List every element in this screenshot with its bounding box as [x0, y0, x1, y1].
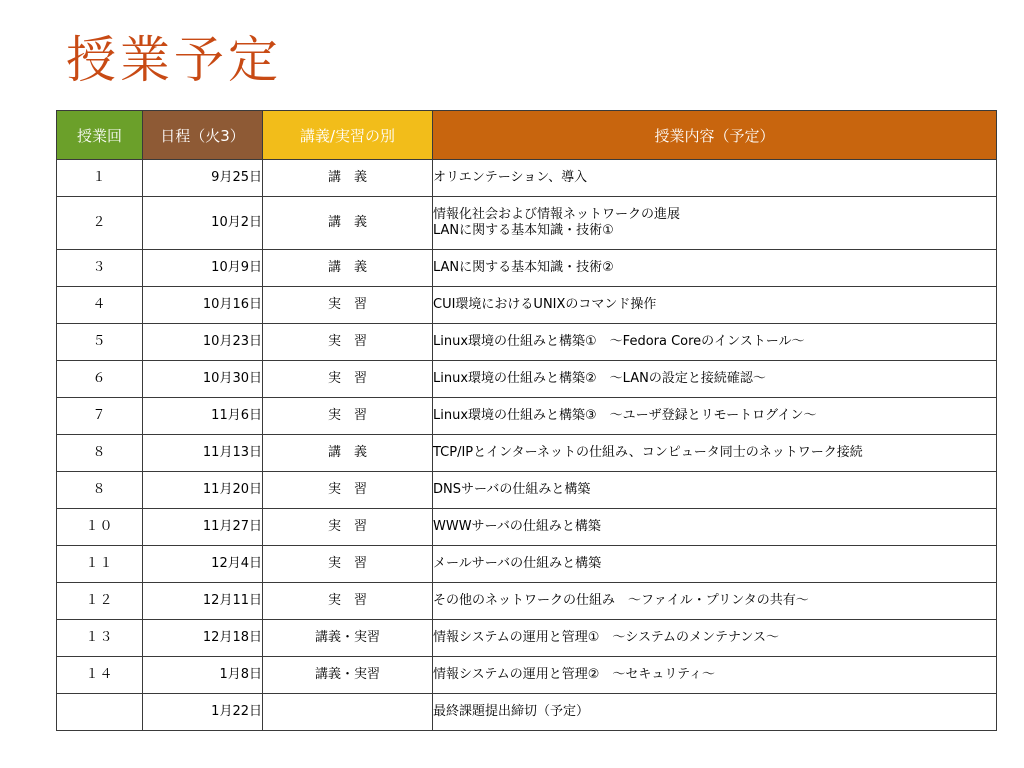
lesson-content [433, 197, 997, 250]
lesson-number: ４ [57, 287, 143, 324]
lesson-date: 1月8日 [143, 657, 263, 694]
lesson-content-line: WWWサーバの仕組みと構築 [433, 519, 601, 534]
lesson-content [433, 398, 997, 435]
header-content: 授業内容（予定） [433, 111, 997, 160]
lesson-content [433, 361, 997, 398]
lesson-date: 12月18日 [143, 620, 263, 657]
lesson-type: 実 習 [263, 361, 433, 398]
lesson-content-line: 情報化社会および情報ネットワークの進展 [433, 207, 681, 222]
table-row [57, 287, 997, 324]
table-row [57, 472, 997, 509]
lesson-number: ８ [57, 472, 143, 509]
lesson-content [433, 472, 997, 509]
lesson-number: ３ [57, 250, 143, 287]
lesson-content-line: メールサーバの仕組みと構築 [433, 556, 602, 571]
lesson-type [263, 694, 433, 731]
lesson-type: 講 義 [263, 250, 433, 287]
lesson-number: ６ [57, 361, 143, 398]
header-lesson-number: 授業回 [57, 111, 143, 160]
lesson-number: １ [57, 160, 143, 197]
table-row [57, 509, 997, 546]
lesson-content-line: 情報システムの運用と管理① ～システムのメンテナンス～ [433, 630, 780, 645]
lesson-type: 講義・実習 [263, 657, 433, 694]
lesson-content [433, 657, 997, 694]
lesson-content-line: CUI環境におけるUNIXのコマンド操作 [433, 297, 657, 312]
page-title: 授業予定 [66, 31, 282, 89]
lesson-content [433, 160, 997, 197]
lesson-number: ８ [57, 435, 143, 472]
lesson-content [433, 694, 997, 731]
lesson-date: 10月9日 [143, 250, 263, 287]
lesson-number: １４ [57, 657, 143, 694]
table-row [57, 657, 997, 694]
lesson-content-line: 情報システムの運用と管理② ～セキュリティ～ [433, 667, 716, 682]
lesson-date: 10月16日 [143, 287, 263, 324]
lesson-content-line: オリエンテーション、導入 [433, 170, 588, 185]
table-row [57, 361, 997, 398]
lesson-type: 実 習 [263, 398, 433, 435]
lesson-content-line: 最終課題提出締切（予定） [433, 704, 590, 719]
lesson-content-line: LANに関する基本知識・技術① [433, 223, 614, 238]
table-row [57, 546, 997, 583]
lesson-date: 1月22日 [143, 694, 263, 731]
lesson-type: 講 義 [263, 435, 433, 472]
lesson-date: 9月25日 [143, 160, 263, 197]
lesson-type: 実 習 [263, 472, 433, 509]
table-row [57, 694, 997, 731]
lesson-content-line: Linux環境の仕組みと構築① ～Fedora Coreのインストール～ [433, 334, 805, 349]
header-row [57, 111, 997, 160]
header-date: 日程（火3） [143, 111, 263, 160]
lesson-date: 10月30日 [143, 361, 263, 398]
lesson-content-line: Linux環境の仕組みと構築② ～LANの設定と接続確認～ [433, 371, 766, 386]
lesson-content-line: Linux環境の仕組みと構築③ ～ユーザ登録とリモートログイン～ [433, 408, 817, 423]
lesson-content [433, 583, 997, 620]
lesson-content [433, 287, 997, 324]
table-row [57, 250, 997, 287]
lesson-type: 実 習 [263, 583, 433, 620]
lesson-content [433, 620, 997, 657]
lesson-content-line: TCP/IPとインターネットの仕組み、コンピュータ同士のネットワーク接続 [433, 445, 863, 460]
schedule-table-body [57, 160, 997, 731]
table-row [57, 197, 997, 250]
table-row [57, 620, 997, 657]
lesson-content-line: その他のネットワークの仕組み ～ファイル・プリンタの共有～ [433, 593, 809, 608]
lesson-number: ５ [57, 324, 143, 361]
lesson-date: 11月20日 [143, 472, 263, 509]
lesson-type: 実 習 [263, 546, 433, 583]
lesson-date: 11月13日 [143, 435, 263, 472]
lesson-date: 11月27日 [143, 509, 263, 546]
lesson-date: 12月11日 [143, 583, 263, 620]
lesson-content [433, 324, 997, 361]
table-row [57, 324, 997, 361]
lesson-number: １１ [57, 546, 143, 583]
lesson-date: 11月6日 [143, 398, 263, 435]
lesson-number: ７ [57, 398, 143, 435]
lesson-content [433, 250, 997, 287]
table-row [57, 583, 997, 620]
schedule-table-header [57, 111, 997, 160]
lesson-type: 実 習 [263, 287, 433, 324]
lesson-number: １３ [57, 620, 143, 657]
lesson-type: 実 習 [263, 509, 433, 546]
lesson-number: １０ [57, 509, 143, 546]
lesson-type: 実 習 [263, 324, 433, 361]
lesson-content-line: LANに関する基本知識・技術② [433, 260, 614, 275]
lesson-content [433, 435, 997, 472]
lesson-content [433, 509, 997, 546]
lesson-date: 10月23日 [143, 324, 263, 361]
table-row [57, 398, 997, 435]
lesson-date: 12月4日 [143, 546, 263, 583]
lesson-type: 講 義 [263, 160, 433, 197]
lesson-type: 講 義 [263, 197, 433, 250]
lesson-date: 10月2日 [143, 197, 263, 250]
lesson-type: 講義・実習 [263, 620, 433, 657]
lesson-content-line: DNSサーバの仕組みと構築 [433, 482, 591, 497]
table-row [57, 160, 997, 197]
lesson-content [433, 546, 997, 583]
header-type: 講義/実習の別 [263, 111, 433, 160]
table-row [57, 435, 997, 472]
schedule-table [56, 110, 997, 731]
lesson-number: ２ [57, 197, 143, 250]
lesson-number [57, 694, 143, 731]
lesson-number: １２ [57, 583, 143, 620]
